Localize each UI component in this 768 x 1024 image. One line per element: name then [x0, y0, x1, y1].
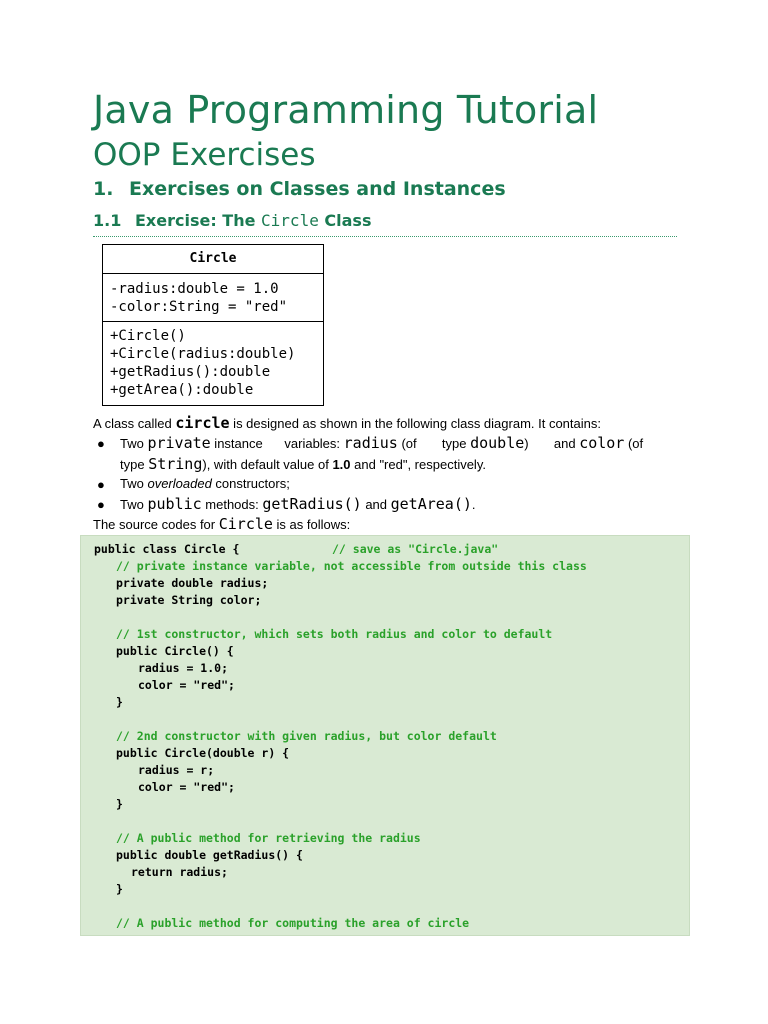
text: and	[361, 497, 391, 512]
code-line: public double getRadius() {	[116, 848, 303, 862]
subsection-number: 1.1	[93, 211, 122, 230]
code: public	[147, 495, 202, 513]
intro-code: circle	[175, 414, 230, 432]
text: ) and	[524, 436, 580, 451]
uml-method: +Circle(radius:double)	[110, 346, 296, 362]
text: and "red", respectively.	[350, 457, 486, 472]
code-block	[80, 535, 690, 936]
section-heading	[93, 178, 506, 200]
code-comment: // save as "Circle.java"	[332, 542, 499, 556]
code-line: public Circle(double r) {	[116, 746, 290, 760]
subsection-rule	[93, 236, 677, 237]
bullet-dot: ●	[97, 497, 105, 512]
intro-paragraph	[93, 414, 683, 433]
text: 1.0	[332, 457, 351, 472]
bullet-2	[120, 475, 290, 493]
uml-class-name: Circle	[103, 245, 323, 274]
code: getRadius()	[262, 495, 362, 513]
bullet-dot: ●	[97, 436, 105, 451]
code-line: color = "red";	[138, 780, 235, 794]
text: Two	[120, 436, 148, 451]
code: private	[147, 434, 211, 452]
code-comment: // 1st constructor, which sets both radius and color to default	[116, 627, 553, 641]
code-line: color = "red";	[138, 678, 235, 692]
bullet-3	[120, 495, 476, 514]
code-comment: // 2nd constructor with given radius, but color default	[116, 729, 497, 743]
code-line: }	[116, 695, 123, 709]
text: Two	[120, 497, 148, 512]
uml-methods	[103, 322, 323, 405]
subsection-heading	[93, 211, 371, 230]
text: instance variables:	[210, 436, 344, 451]
uml-method: +Circle()	[110, 328, 186, 344]
code: getArea()	[390, 495, 472, 513]
subsection-label-pre: Exercise: The	[135, 211, 262, 230]
text: ), with default value of	[202, 457, 333, 472]
text: type	[120, 457, 149, 472]
code: double	[470, 434, 525, 452]
code-line: radius = 1.0;	[138, 661, 229, 675]
subsection-label-post: Class	[318, 211, 372, 230]
code: color	[579, 434, 625, 452]
code-line: private String color;	[116, 593, 262, 607]
uml-attributes	[103, 274, 323, 322]
page-subtitle: OOP Exercises	[93, 137, 316, 173]
intro-text: is designed as shown in the following class diagram. It contains:	[229, 416, 601, 431]
uml-method: +getArea():double	[110, 382, 254, 398]
text: The source codes for	[93, 517, 219, 532]
code-line: public Circle() {	[116, 644, 234, 658]
bullet-dot: ●	[97, 477, 105, 492]
intro-text: A class called	[93, 416, 176, 431]
code-line: private double radius;	[116, 576, 269, 590]
uml-attribute: -color:String = "red"	[110, 299, 288, 315]
bullet-1-line-2	[120, 455, 486, 474]
code-comment: // A public method for retrieving the radius	[116, 831, 421, 845]
code-line: return radius;	[131, 865, 228, 879]
uml-attribute: -radius:double = 1.0	[110, 281, 279, 297]
section-label: Exercises on Classes and Instances	[129, 178, 506, 200]
text: Two	[120, 476, 148, 491]
code: Circle	[218, 515, 273, 533]
source-intro	[93, 515, 683, 534]
bullet-1-line-1	[120, 434, 643, 453]
text: is as follows:	[272, 517, 351, 532]
subsection-label-code: Circle	[261, 211, 319, 230]
text: constructors;	[211, 476, 290, 491]
code-line: }	[116, 882, 123, 896]
code-line: public class Circle {	[94, 542, 240, 556]
code: String	[148, 455, 203, 473]
text: (of	[624, 436, 644, 451]
uml-method: +getRadius():double	[110, 364, 271, 380]
code-comment: // A public method for computing the area of circle	[116, 916, 470, 930]
text: overloaded	[147, 476, 212, 491]
text: (of type	[397, 436, 471, 451]
text: methods:	[201, 497, 263, 512]
code: radius	[343, 434, 398, 452]
code-line: radius = r;	[138, 763, 215, 777]
code-comment: // private instance variable, not accessible from outside this class	[116, 559, 587, 573]
uml-class-diagram	[102, 244, 324, 406]
page-title: Java Programming Tutorial	[93, 88, 599, 132]
section-number: 1.	[93, 178, 114, 200]
text: .	[471, 497, 476, 512]
code-line: }	[116, 797, 123, 811]
